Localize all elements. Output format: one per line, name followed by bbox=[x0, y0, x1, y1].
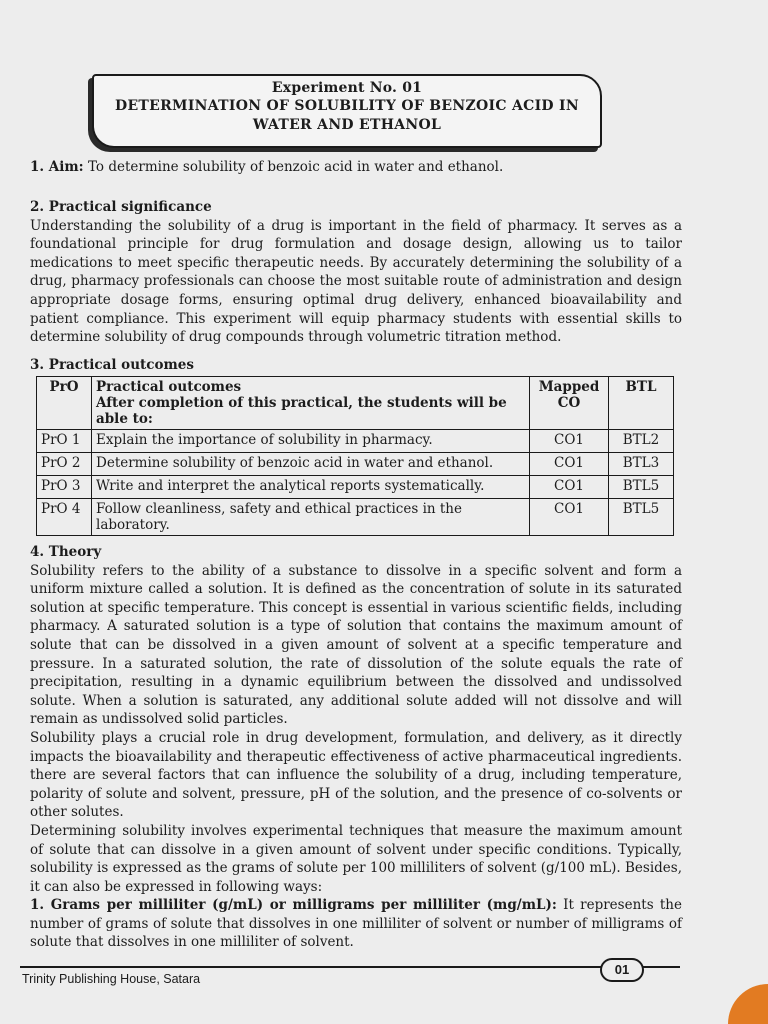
table-row bbox=[37, 430, 674, 453]
header-outcomes-line2: After completion of this practical, the students will be able to: bbox=[96, 395, 507, 427]
row-text: Write and interpret the analytical reports systematically. bbox=[92, 476, 530, 499]
header-pro: PrO bbox=[37, 377, 92, 430]
outcomes-table bbox=[36, 376, 674, 536]
bleed-through-text bbox=[40, 48, 730, 61]
table-header-row bbox=[37, 377, 674, 430]
header-co-line2: CO bbox=[557, 395, 581, 411]
theory-section bbox=[30, 543, 682, 952]
header-outcomes bbox=[92, 377, 530, 430]
theory-heading: 4. Theory bbox=[30, 544, 102, 560]
row-pro: PrO 1 bbox=[37, 430, 92, 453]
aim-text: To determine solubility of benzoic acid in water and ethanol. bbox=[87, 159, 504, 175]
theory-paragraph-1: Solubility refers to the ability of a substance to dissolve in a specific solvent and form a uniform mixture called a solution. It is defined as the concentration of solute in its saturated solution at specific temperature. This concept is essential in various scientific fields, including pharmacy. A saturated solution is a type of solution that contains the maximum amount of solute that can be dissolved in a given amount of solvent at a specific temperature and pressure. In a saturated solution, the rate of dissolution of the solute equals the rate of precipitation, resulting in a dynamic equilibrium between the dissolved and undissolved solute. When a solution is saturated, any additional solute added will not dissolve and will remain as undissolved solid particles. bbox=[30, 562, 682, 728]
row-co: CO1 bbox=[530, 476, 609, 499]
row-pro: PrO 3 bbox=[37, 476, 92, 499]
theory-paragraph-2: Solubility plays a crucial role in drug development, formulation, and delivery, as it directly impacts the bioavailability and therapeutic effectiveness of active pharmaceutical ingredients. there are several factors that can influence the solubility of a drug, including temperature, polarity of solute and solvent, pressure, pH of the solution, and the presence of co-solvents or other solutes. bbox=[30, 729, 682, 821]
row-text: Explain the importance of solubility in pharmacy. bbox=[92, 430, 530, 453]
aim-section bbox=[30, 159, 503, 175]
experiment-number: Experiment No. 01 bbox=[271, 80, 423, 96]
experiment-title-box bbox=[92, 74, 602, 148]
aim-label: 1. Aim: bbox=[30, 159, 84, 175]
experiment-title: DETERMINATION OF SOLUBILITY OF BENZOIC ACID IN WATER AND ETHANOL bbox=[115, 98, 579, 133]
table-row bbox=[37, 499, 674, 536]
table-row bbox=[37, 476, 674, 499]
page-corner-decoration bbox=[728, 984, 768, 1024]
header-co-line1: Mapped bbox=[538, 379, 600, 395]
row-btl: BTL3 bbox=[609, 453, 674, 476]
outcomes-heading: 3. Practical outcomes bbox=[30, 357, 194, 373]
header-btl: BTL bbox=[609, 377, 674, 430]
header-co bbox=[530, 377, 609, 430]
footer-rule bbox=[20, 966, 680, 968]
row-text: Follow cleanliness, safety and ethical practices in the laboratory. bbox=[92, 499, 530, 536]
row-pro: PrO 4 bbox=[37, 499, 92, 536]
outcomes-heading-wrap bbox=[30, 356, 682, 375]
row-co: CO1 bbox=[530, 499, 609, 536]
theory-paragraph-4 bbox=[30, 896, 682, 952]
row-text: Determine solubility of benzoic acid in water and ethanol. bbox=[92, 453, 530, 476]
theory-p4-bold: 1. Grams per milliliter (g/mL) or milligrams per milliliter (mg/mL): bbox=[30, 897, 557, 914]
significance-section bbox=[30, 198, 682, 347]
significance-text: Understanding the solubility of a drug is important in the field of pharmacy. It serves as a foundational principle for drug formulation and dosage design, allowing us to tailor medications to meet specific therapeutic needs. By accurately determining the solubility of a drug, pharmacy professionals can choose the most suitable route of administration and design appropriate dosage forms, ensuring optimal drug delivery, enhanced bioavailability and patient compliance. This experiment will equip pharmacy students with essential skills to determine solubility of drug compounds through volumetric titration method. bbox=[30, 217, 682, 346]
significance-heading: 2. Practical significance bbox=[30, 199, 212, 215]
theory-p4-text: It represents the number of grams of solute that dissolves in one milliliter of solvent or number of milligrams of solute that dissolves in one milliliter of solvent. bbox=[30, 897, 682, 951]
row-co: CO1 bbox=[530, 453, 609, 476]
table-row bbox=[37, 453, 674, 476]
row-btl: BTL5 bbox=[609, 476, 674, 499]
row-pro: PrO 2 bbox=[37, 453, 92, 476]
page-number: 01 bbox=[600, 958, 644, 982]
theory-paragraph-3: Determining solubility involves experimental techniques that measure the maximum amount of solute that can dissolve in a given amount of solvent under specific conditions. Typically, solubility is expressed as the grams of solute per 100 milliliters of solvent (g/100 mL). Besides, it can also be expressed in following ways: bbox=[30, 822, 682, 895]
publisher-name: Trinity Publishing House, Satara bbox=[22, 972, 201, 986]
header-outcomes-line1: Practical outcomes bbox=[96, 379, 242, 395]
row-btl: BTL2 bbox=[609, 430, 674, 453]
row-btl: BTL5 bbox=[609, 499, 674, 536]
row-co: CO1 bbox=[530, 430, 609, 453]
